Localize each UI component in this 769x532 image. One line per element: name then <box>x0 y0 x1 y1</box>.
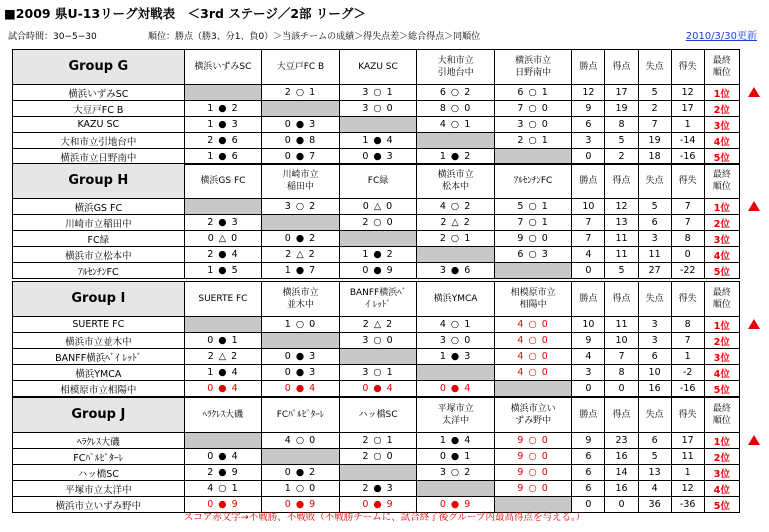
match-result: 1 ● 4 <box>184 365 262 381</box>
opponent-header: 川崎市立 稲田中 <box>262 164 340 199</box>
table-row <box>13 317 740 333</box>
stat-value: 0 <box>572 263 605 279</box>
stat-value: 23 <box>605 433 638 449</box>
match-result: 0 △ 0 <box>184 231 262 247</box>
stat-value: 2 <box>638 101 671 117</box>
match-result: 0 ● 4 <box>339 381 417 397</box>
stat-value: 6 <box>572 449 605 465</box>
opponent-header: 平塚市立 太洋中 <box>417 398 495 433</box>
match-result <box>417 365 495 381</box>
stat-value: 0 <box>572 381 605 397</box>
match-result: 4 ○ 0 <box>494 317 572 333</box>
opponent-header: FCﾊﾟﾙﾋﾟﾀｰﾚ <box>262 398 340 433</box>
team-name: 横浜市立松本中 <box>13 247 185 263</box>
stat-value: 0 <box>671 247 704 263</box>
match-result: 2 ● 6 <box>184 133 262 149</box>
match-result: 4 ○ 0 <box>494 365 572 381</box>
team-name: 横浜市立日野南中 <box>13 149 185 165</box>
team-name: 相模原市立相陽中 <box>13 381 185 397</box>
stats-header: 勝点 <box>572 398 605 433</box>
stat-value: 11 <box>605 231 638 247</box>
match-result <box>262 333 340 349</box>
stat-value: 10 <box>572 199 605 215</box>
group-table-0 <box>12 49 740 165</box>
match-result: 1 ● 2 <box>417 149 495 165</box>
stats-header: 得失 <box>671 282 704 317</box>
table-row <box>13 215 740 231</box>
opponent-header: ハッ橋SC <box>339 398 417 433</box>
opponent-header: ﾍﾗｸﾚｽ大磯 <box>184 398 262 433</box>
final-rank: 5位 <box>704 381 739 397</box>
final-rank: 4位 <box>704 481 739 497</box>
match-result: 2 ○ 0 <box>339 449 417 465</box>
advance-triangle-icon <box>748 201 760 211</box>
stats-header: 失点 <box>638 50 671 85</box>
team-name: 川崎市立稲田中 <box>13 215 185 231</box>
stats-header: 最終 順位 <box>704 50 739 85</box>
match-result: 0 ● 7 <box>262 149 340 165</box>
match-result: 6 ○ 2 <box>417 85 495 101</box>
opponent-header: 横浜YMCA <box>417 282 495 317</box>
team-name: ﾍﾗｸﾚｽ大磯 <box>13 433 185 449</box>
opponent-header: 相模原市立 相陽中 <box>494 282 572 317</box>
stats-header: 最終 順位 <box>704 164 739 199</box>
match-result: 2 ○ 1 <box>339 433 417 449</box>
stat-value: 0 <box>572 497 605 513</box>
stat-value: 11 <box>605 247 638 263</box>
stat-value: 7 <box>671 199 704 215</box>
final-rank: 1位 <box>704 199 739 215</box>
match-result: 7 ○ 1 <box>494 215 572 231</box>
stat-value: 1 <box>671 349 704 365</box>
team-name: FCﾊﾟﾙﾋﾟﾀｰﾚ <box>13 449 185 465</box>
stats-header: 得失 <box>671 398 704 433</box>
stats-header: 失点 <box>638 398 671 433</box>
team-name: 横浜YMCA <box>13 365 185 381</box>
final-rank: 1位 <box>704 85 739 101</box>
stat-value: 18 <box>638 149 671 165</box>
stat-value: 16 <box>605 449 638 465</box>
team-name: 横浜GS FC <box>13 199 185 215</box>
table-row <box>13 381 740 397</box>
match-result: 1 ● 3 <box>184 117 262 133</box>
opponent-header: 横浜市立い ずみ野中 <box>494 398 572 433</box>
match-result: 1 ● 3 <box>417 349 495 365</box>
team-name: 横浜市立並木中 <box>13 333 185 349</box>
match-result <box>339 465 417 481</box>
final-rank: 3位 <box>704 231 739 247</box>
team-name: ｱﾙｾﾝﾁﾝFC <box>13 263 185 279</box>
match-result: 6 ○ 3 <box>494 247 572 263</box>
stat-value: 11 <box>671 449 704 465</box>
match-result <box>339 231 417 247</box>
match-result <box>339 117 417 133</box>
table-row <box>13 101 740 117</box>
stat-value: 12 <box>671 85 704 101</box>
stat-value: 0 <box>572 149 605 165</box>
final-rank: 4位 <box>704 133 739 149</box>
stat-value: 7 <box>572 231 605 247</box>
match-result: 0 ● 1 <box>417 449 495 465</box>
team-name: 横浜いずみSC <box>13 85 185 101</box>
page-title: ■2009 県U-13リーグ対戦表 ＜3rd ステージ／2部 リーグ＞ <box>4 6 366 21</box>
stat-value: 8 <box>605 365 638 381</box>
match-result: 1 ● 7 <box>262 263 340 279</box>
stats-header: 得点 <box>605 398 638 433</box>
match-result: 0 ● 9 <box>262 497 340 513</box>
table-row <box>13 349 740 365</box>
match-result: 2 △ 2 <box>184 349 262 365</box>
stat-value: 5 <box>605 133 638 149</box>
match-result: 8 ○ 0 <box>417 101 495 117</box>
opponent-header: KAZU SC <box>339 50 417 85</box>
stats-header: 得点 <box>605 164 638 199</box>
stats-header: 勝点 <box>572 282 605 317</box>
stat-value: 3 <box>572 365 605 381</box>
match-result <box>494 381 572 397</box>
match-result: 2 ○ 1 <box>494 133 572 149</box>
final-rank: 5位 <box>704 149 739 165</box>
stat-value: 3 <box>638 317 671 333</box>
stats-header: 失点 <box>638 282 671 317</box>
team-name: 平塚市立太洋中 <box>13 481 185 497</box>
match-result <box>184 317 262 333</box>
group-table-2 <box>12 281 740 397</box>
opponent-header: ｱﾙｾﾝﾁﾝFC <box>494 164 572 199</box>
match-result <box>417 133 495 149</box>
match-result: 0 △ 0 <box>339 199 417 215</box>
match-result: 2 ● 3 <box>339 481 417 497</box>
stat-value: -14 <box>671 133 704 149</box>
team-name: FC緑 <box>13 231 185 247</box>
stats-header: 得失 <box>671 164 704 199</box>
match-result <box>262 449 340 465</box>
stat-value: 8 <box>671 231 704 247</box>
stat-value: 0 <box>605 497 638 513</box>
match-result <box>417 247 495 263</box>
table-row <box>13 199 740 215</box>
match-result: 0 ● 9 <box>339 263 417 279</box>
match-result: 0 ● 4 <box>417 381 495 397</box>
match-result: 1 ● 4 <box>417 433 495 449</box>
table-row <box>13 263 740 279</box>
final-rank: 2位 <box>704 101 739 117</box>
match-result: 4 ○ 0 <box>494 333 572 349</box>
match-result: 0 ● 2 <box>262 231 340 247</box>
match-result: 9 ○ 0 <box>494 465 572 481</box>
match-result: 0 ● 3 <box>262 365 340 381</box>
match-result: 1 ● 2 <box>339 247 417 263</box>
match-result: 2 △ 2 <box>417 215 495 231</box>
stat-value: 16 <box>605 481 638 497</box>
opponent-header: 大和市立 引地台中 <box>417 50 495 85</box>
stat-value: 19 <box>638 133 671 149</box>
match-result: 0 ● 2 <box>262 465 340 481</box>
match-result: 3 ○ 2 <box>262 199 340 215</box>
stat-value: -2 <box>671 365 704 381</box>
final-rank: 3位 <box>704 117 739 133</box>
table-row <box>13 247 740 263</box>
stat-value: 4 <box>572 349 605 365</box>
stats-header: 勝点 <box>572 50 605 85</box>
group-name: Group J <box>13 398 185 433</box>
match-result: 6 ○ 1 <box>494 85 572 101</box>
match-result: 3 ○ 0 <box>417 333 495 349</box>
match-result: 0 ● 4 <box>262 381 340 397</box>
stats-header: 最終 順位 <box>704 398 739 433</box>
stat-value: 6 <box>638 349 671 365</box>
team-name: BANFF横浜ﾍﾞｲ ﾚｯﾄﾞ <box>13 349 185 365</box>
stat-value: 5 <box>638 85 671 101</box>
final-rank: 3位 <box>704 349 739 365</box>
match-result: 1 ● 6 <box>184 149 262 165</box>
stats-header: 得点 <box>605 50 638 85</box>
table-row <box>13 481 740 497</box>
rank-rule: 順位：勝点（勝3、分1、負0）＞当該チームの成績＞得失点差＞総合得点＞同順位 <box>148 32 481 42</box>
opponent-header: 大豆戸FC B <box>262 50 340 85</box>
stat-value: 12 <box>671 481 704 497</box>
stat-value: 16 <box>638 381 671 397</box>
stat-value: 13 <box>638 465 671 481</box>
stat-value: 3 <box>638 333 671 349</box>
match-result: 3 ○ 0 <box>339 101 417 117</box>
table-row <box>13 365 740 381</box>
match-result: 4 ○ 2 <box>417 199 495 215</box>
stat-value: 9 <box>572 101 605 117</box>
opponent-header: 横浜GS FC <box>184 164 262 199</box>
final-rank: 5位 <box>704 497 739 513</box>
stat-value: 9 <box>572 333 605 349</box>
stat-value: 1 <box>671 465 704 481</box>
match-result <box>184 85 262 101</box>
match-result: 4 ○ 0 <box>494 349 572 365</box>
match-result: 0 ● 3 <box>262 117 340 133</box>
match-result: 2 △ 2 <box>262 247 340 263</box>
match-result: 3 ○ 1 <box>339 85 417 101</box>
match-result: 0 ● 3 <box>339 149 417 165</box>
match-result <box>494 263 572 279</box>
table-row <box>13 85 740 101</box>
match-result: 2 ● 3 <box>184 215 262 231</box>
match-result: 0 ● 9 <box>339 497 417 513</box>
stats-header: 失点 <box>638 164 671 199</box>
match-result: 1 ● 5 <box>184 263 262 279</box>
match-result: 9 ○ 0 <box>494 433 572 449</box>
stat-value: 5 <box>605 263 638 279</box>
stat-value: 7 <box>605 349 638 365</box>
stat-value: 3 <box>572 133 605 149</box>
match-result: 3 ● 6 <box>417 263 495 279</box>
stat-value: 6 <box>572 465 605 481</box>
stat-value: 12 <box>572 85 605 101</box>
table-row <box>13 433 740 449</box>
stat-value: 2 <box>605 149 638 165</box>
stat-value: 5 <box>638 199 671 215</box>
stats-header: 最終 順位 <box>704 282 739 317</box>
match-result: 0 ● 1 <box>184 333 262 349</box>
stat-value: 1 <box>671 117 704 133</box>
group-name: Group G <box>13 50 185 85</box>
match-result: 0 ● 9 <box>417 497 495 513</box>
opponent-header: 横浜市立 並木中 <box>262 282 340 317</box>
final-rank: 2位 <box>704 449 739 465</box>
opponent-header: 横浜市立 松本中 <box>417 164 495 199</box>
match-result: 3 ○ 1 <box>339 365 417 381</box>
advance-triangle-icon <box>748 319 760 329</box>
match-result <box>339 349 417 365</box>
match-result: 2 ○ 1 <box>262 85 340 101</box>
match-result <box>417 481 495 497</box>
stat-value: 10 <box>605 333 638 349</box>
group-table-1 <box>12 163 740 279</box>
stat-value: -22 <box>671 263 704 279</box>
stat-value: 0 <box>605 381 638 397</box>
final-rank: 1位 <box>704 433 739 449</box>
stat-value: 7 <box>572 215 605 231</box>
team-name: KAZU SC <box>13 117 185 133</box>
stat-value: 17 <box>671 101 704 117</box>
match-result: 0 ● 8 <box>262 133 340 149</box>
stat-value: 8 <box>605 117 638 133</box>
final-rank: 4位 <box>704 365 739 381</box>
match-result: 4 ○ 1 <box>417 117 495 133</box>
group-name: Group I <box>13 282 185 317</box>
stat-value: 4 <box>638 481 671 497</box>
table-row <box>13 333 740 349</box>
stat-value: 6 <box>572 117 605 133</box>
match-result: 4 ○ 0 <box>262 433 340 449</box>
final-rank: 2位 <box>704 333 739 349</box>
stat-value: 36 <box>638 497 671 513</box>
stat-value: 4 <box>572 247 605 263</box>
stat-value: 11 <box>638 247 671 263</box>
opponent-header: 横浜いずみSC <box>184 50 262 85</box>
stat-value: 7 <box>638 117 671 133</box>
advance-triangle-icon <box>748 87 760 97</box>
final-rank: 5位 <box>704 263 739 279</box>
match-result: 0 ● 4 <box>184 449 262 465</box>
match-result: 2 ○ 1 <box>417 231 495 247</box>
stat-value: -36 <box>671 497 704 513</box>
match-result <box>262 101 340 117</box>
team-name: SUERTE FC <box>13 317 185 333</box>
match-result: 7 ○ 0 <box>494 101 572 117</box>
stat-value: 3 <box>638 231 671 247</box>
match-result: 9 ○ 0 <box>494 481 572 497</box>
team-name: 横浜市立いずみ野中 <box>13 497 185 513</box>
stat-value: 17 <box>671 433 704 449</box>
table-row <box>13 231 740 247</box>
table-row <box>13 133 740 149</box>
stat-value: 5 <box>638 449 671 465</box>
stat-value: -16 <box>671 149 704 165</box>
match-result <box>184 199 262 215</box>
match-result: 0 ● 3 <box>262 349 340 365</box>
stat-value: 10 <box>638 365 671 381</box>
opponent-header: FC緑 <box>339 164 417 199</box>
stat-value: 6 <box>572 481 605 497</box>
match-result: 0 ● 9 <box>184 497 262 513</box>
match-result <box>262 215 340 231</box>
match-result: 2 △ 2 <box>339 317 417 333</box>
match-result: 1 ● 4 <box>339 133 417 149</box>
team-name: ハッ橋SC <box>13 465 185 481</box>
team-name: 大豆戸FC B <box>13 101 185 117</box>
opponent-header: BANFF横浜ﾍﾞ ｲ ﾚｯﾄﾞ <box>339 282 417 317</box>
stat-value: 19 <box>605 101 638 117</box>
match-result: 2 ● 4 <box>184 247 262 263</box>
footnote: スコア赤文字→不戦勝、不戦敗（不戦勝チームに、試合終了後グループ内最高得点を与える。） <box>183 512 586 523</box>
opponent-header: 横浜市立 日野南中 <box>494 50 572 85</box>
stat-value: 8 <box>671 317 704 333</box>
match-result: 2 ● 9 <box>184 465 262 481</box>
group-table-3 <box>12 397 740 513</box>
table-row <box>13 117 740 133</box>
final-rank: 3位 <box>704 465 739 481</box>
stat-value: 11 <box>605 317 638 333</box>
stat-value: -16 <box>671 381 704 397</box>
match-result: 4 ○ 1 <box>184 481 262 497</box>
stat-value: 13 <box>605 215 638 231</box>
match-result: 3 ○ 0 <box>494 117 572 133</box>
match-result: 1 ● 2 <box>184 101 262 117</box>
match-result: 1 ○ 0 <box>262 481 340 497</box>
final-rank: 1位 <box>704 317 739 333</box>
stats-header: 勝点 <box>572 164 605 199</box>
updated-date[interactable]: 2010/3/30更新 <box>685 31 757 42</box>
stat-value: 7 <box>671 215 704 231</box>
stat-value: 17 <box>605 85 638 101</box>
table-row <box>13 465 740 481</box>
stat-value: 14 <box>605 465 638 481</box>
final-rank: 4位 <box>704 247 739 263</box>
match-result <box>184 433 262 449</box>
stat-value: 9 <box>572 433 605 449</box>
group-name: Group H <box>13 164 185 199</box>
team-name: 大和市立引地台中 <box>13 133 185 149</box>
stats-header: 得点 <box>605 282 638 317</box>
match-result: 9 ○ 0 <box>494 449 572 465</box>
stat-value: 7 <box>671 333 704 349</box>
match-result: 3 ○ 0 <box>339 333 417 349</box>
stat-value: 27 <box>638 263 671 279</box>
stat-value: 6 <box>638 215 671 231</box>
match-result: 0 ● 4 <box>184 381 262 397</box>
match-result: 1 ○ 0 <box>262 317 340 333</box>
match-result: 5 ○ 1 <box>494 199 572 215</box>
stat-value: 10 <box>572 317 605 333</box>
match-result: 2 ○ 0 <box>339 215 417 231</box>
match-result: 4 ○ 1 <box>417 317 495 333</box>
advance-triangle-icon <box>748 435 760 445</box>
stat-value: 12 <box>605 199 638 215</box>
opponent-header: SUERTE FC <box>184 282 262 317</box>
final-rank: 2位 <box>704 215 739 231</box>
match-result: 9 ○ 0 <box>494 231 572 247</box>
match-time: 試合時間：30−5−30 <box>8 32 97 42</box>
stat-value: 6 <box>638 433 671 449</box>
stats-header: 得失 <box>671 50 704 85</box>
table-row <box>13 449 740 465</box>
match-result: 3 ○ 2 <box>417 465 495 481</box>
